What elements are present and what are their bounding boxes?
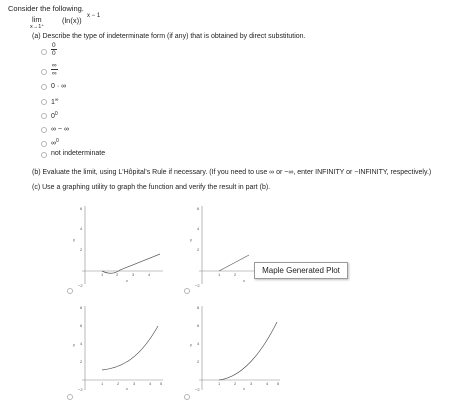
radio-button[interactable] [41, 69, 47, 75]
x-tick-label: 4 [148, 272, 151, 277]
y-tick-label: 6 [80, 323, 83, 328]
function-curve [102, 326, 158, 370]
radio-button[interactable] [41, 84, 47, 90]
y-tick-label: 4 [80, 341, 83, 346]
graph-option-1[interactable] [60, 198, 165, 288]
x-tick-label: 3 [133, 381, 136, 386]
x-axis-label: x [126, 386, 128, 391]
y-tick-label: 2 [80, 359, 83, 364]
y-tick-label: 2 [197, 247, 200, 252]
x-tick-label: 2 [116, 272, 119, 277]
function-curve [219, 322, 277, 380]
x-tick-label: 3 [250, 381, 253, 386]
radio-button[interactable] [41, 127, 47, 133]
y-tick-label: 8 [80, 305, 83, 310]
fraction-inf-over-inf: $\frac{\infty}{\infty}$ [52, 62, 57, 77]
radio-button[interactable] [41, 113, 47, 119]
x-axis-label: x [243, 278, 245, 283]
x-tick-label: 5 [277, 381, 280, 386]
intro-text: Consider the following. [8, 4, 84, 13]
x-tick-label: 1 [218, 381, 221, 386]
lim-subscript: x→1⁺ [30, 24, 45, 30]
x-tick-label: 2 [234, 272, 237, 277]
option-label: ∞$^0$ [51, 138, 59, 147]
radio-button[interactable] [41, 49, 47, 55]
y-axis-label: y [190, 237, 192, 242]
radio-button[interactable] [41, 152, 47, 158]
y-tick-label: −2 [195, 387, 200, 392]
x-tick-label: 1 [218, 272, 221, 277]
x-axis-label: x [126, 278, 128, 283]
part-b-prompt: (b) Evaluate the limit, using L'Hôpital's Rule if necessary. (If you need to use ∞ or −∞, enter INFINITY or −INFINITY, respectively.) [32, 169, 432, 176]
radio-button[interactable] [41, 141, 47, 147]
function-curve [102, 254, 160, 273]
y-tick-label: 4 [80, 226, 83, 231]
part-c-prompt: (c) Use a graphing utility to graph the function and verify the result in part (b). [32, 184, 271, 191]
maple-plot-tooltip: Maple Generated Plot [254, 262, 348, 279]
x-tick-label: 2 [117, 381, 120, 386]
y-axis-label: y [190, 342, 192, 347]
option-label: 0 · ∞ [51, 83, 67, 90]
option-label: not indeterminate [51, 150, 106, 157]
radio-button[interactable] [41, 99, 47, 105]
option-label: 1∞ [51, 97, 59, 106]
y-tick-label: 2 [197, 359, 200, 364]
y-axis-label: y [73, 237, 75, 242]
x-axis-label: x [243, 386, 245, 391]
fraction-zero-over-zero: $\frac{0}{0}$ [52, 42, 56, 57]
y-tick-label: 8 [197, 305, 200, 310]
y-tick-label: 6 [197, 323, 200, 328]
graph-option-3[interactable] [60, 300, 165, 392]
function-curve [219, 255, 249, 271]
x-tick-label: 1 [101, 272, 104, 277]
y-tick-label: 6 [80, 206, 83, 211]
x-tick-label: 4 [266, 381, 269, 386]
y-tick-label: −2 [78, 387, 83, 392]
option-label: $0^0$ [51, 111, 58, 120]
lim-function: (ln(x)) [62, 16, 82, 25]
x-tick-label: 3 [132, 272, 135, 277]
y-tick-label: 6 [197, 206, 200, 211]
y-tick-label: 4 [197, 341, 200, 346]
x-tick-label: 1 [101, 381, 104, 386]
y-tick-label: −2 [78, 283, 83, 288]
graph-radio-1[interactable] [67, 288, 73, 294]
x-tick-label: 4 [149, 381, 152, 386]
graph-radio-3[interactable] [67, 394, 73, 400]
lim-word: lim [32, 15, 42, 24]
x-tick-label: 5 [160, 381, 163, 386]
y-tick-label: 4 [197, 226, 200, 231]
graph-radio-2[interactable] [184, 288, 190, 294]
x-tick-label: 2 [234, 381, 237, 386]
y-tick-label: −2 [195, 283, 200, 288]
option-label: ∞ − ∞ [51, 126, 69, 133]
lim-exponent: x − 1 [87, 13, 101, 19]
y-tick-label: 2 [80, 247, 83, 252]
part-a-prompt: (a) Describe the type of indeterminate form (if any) that is obtained by direct substitution. [32, 33, 306, 40]
y-axis-label: y [73, 342, 75, 347]
graph-option-4[interactable] [177, 300, 282, 392]
graph-radio-4[interactable] [184, 394, 190, 400]
